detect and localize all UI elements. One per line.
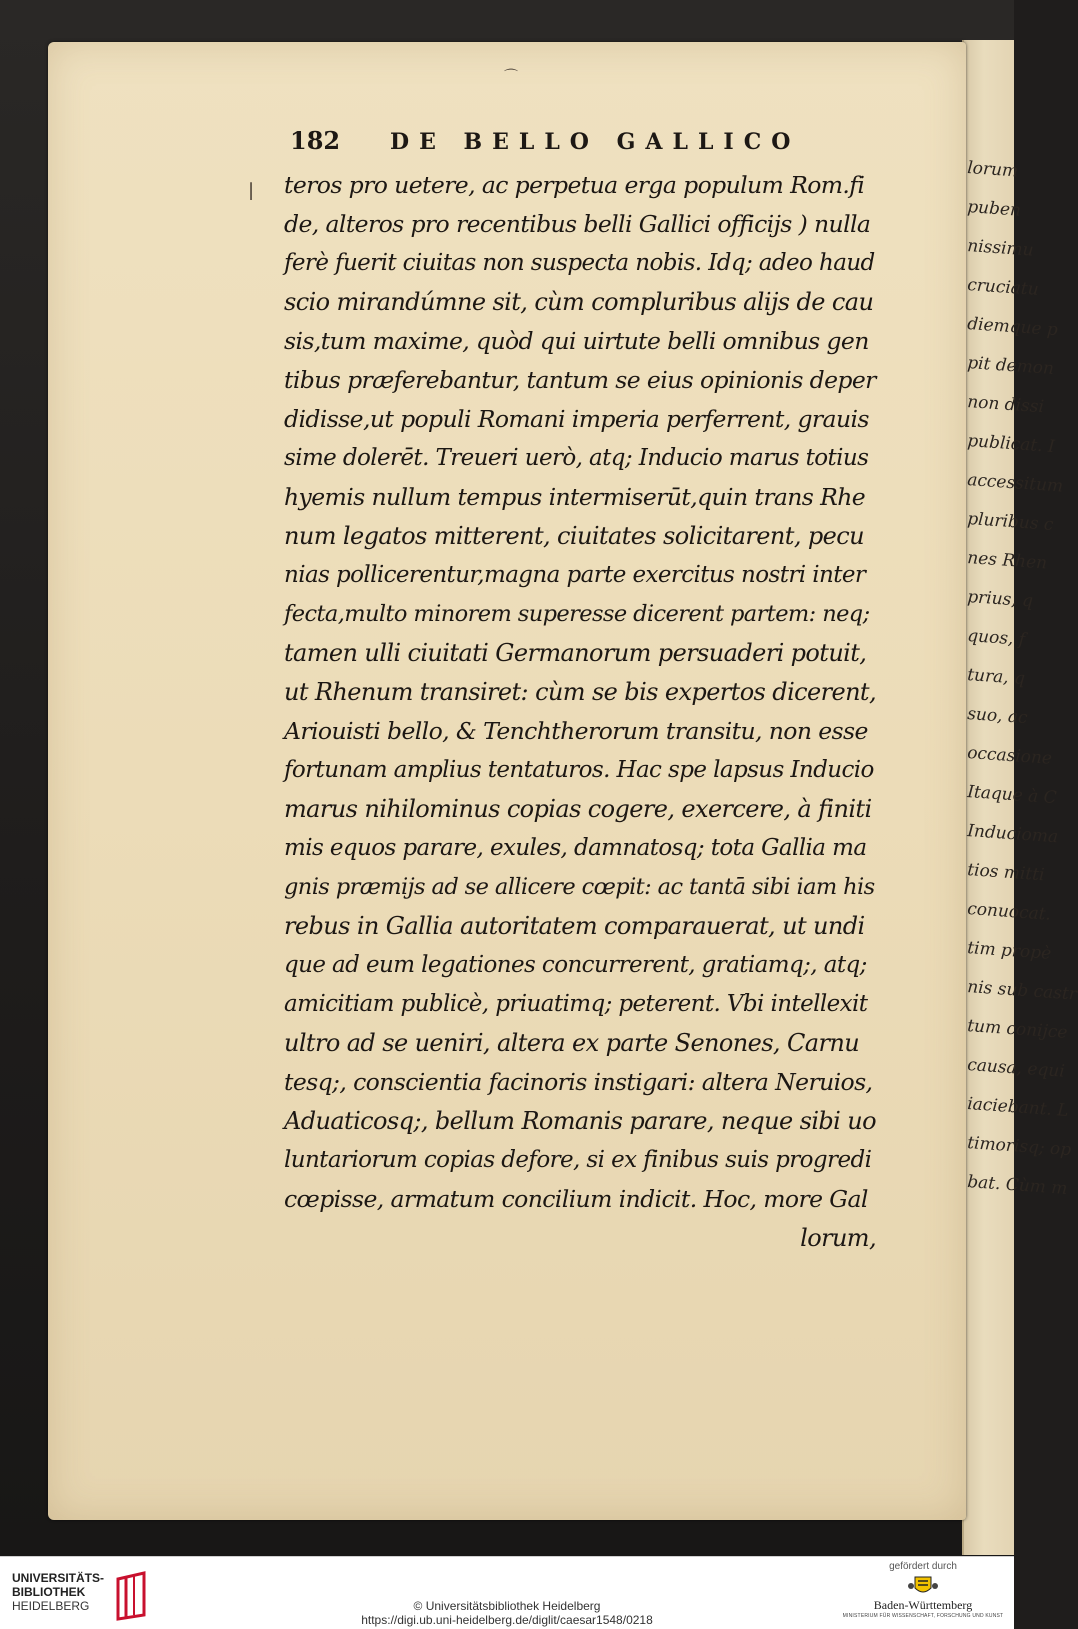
text-line: gnis præmijs ad se allicere cœpit: ac tantā sibi iam his xyxy=(284,874,875,900)
next-page-fragment: tura, q xyxy=(966,665,1026,689)
next-page-fragment: tios mitti xyxy=(966,860,1046,886)
text-line: ultro ad se ueniri, altera ex parte Senones, Carnu xyxy=(284,1029,860,1057)
text-line: Ariouisti bello, & Tenchtherorum transitu, non esse xyxy=(284,717,868,745)
next-page-fragment: tum conijce xyxy=(966,1016,1069,1043)
next-page-fragment: iaciebant. L xyxy=(966,1094,1070,1122)
text-line: sis,tum maxime, quòd qui uirtute belli omnibus gen xyxy=(284,327,869,355)
text-line: tesq;, conscientia facinoris instigari: altera Neruios, xyxy=(284,1068,873,1096)
next-page-fragment: cruciatu xyxy=(966,275,1040,300)
text-line: tibus præferebantur, tantum se eius opinionis deper xyxy=(284,366,876,394)
text-line: num legatos mitterent, ciuitates solicitarent, pecu xyxy=(284,522,864,550)
text-line: luntariorum copias defore, si ex finibus suis progredi xyxy=(284,1147,872,1173)
next-page-fragment: Inducioma xyxy=(966,821,1059,848)
text-line: hyemis nullum tempus intermiserūt,quin trans Rhe xyxy=(284,483,866,511)
state-crest-icon xyxy=(906,1574,940,1598)
next-page-fragment: Itaque à C xyxy=(966,782,1058,809)
next-page-edge xyxy=(962,40,1078,1555)
library-name-line1: UNIVERSITÄTS- xyxy=(12,1571,105,1585)
text-line: nias pollicerentur,magna parte exercitus nostri inter xyxy=(284,562,866,588)
text-line: que ad eum legationes concurrerent, gratiamq;, atq; xyxy=(284,952,867,978)
next-page-fragment: publicat. I xyxy=(966,431,1056,458)
next-page-fragment: nes Rhen xyxy=(966,548,1048,574)
text-line: scio mirandúmne sit, cùm compluribus alijs de cau xyxy=(284,288,874,316)
text-line: rebus in Gallia autoritatem comparauerat, ut undi xyxy=(284,912,865,940)
text-line: teros pro uetere, ac perpetua erga populum Rom.fi xyxy=(284,171,865,199)
library-name-line2: BIBLIOTHEK xyxy=(12,1585,86,1599)
text-line: fortunam amplius tentaturos. Hac spe lapsus Inducio xyxy=(284,757,874,783)
next-page-fragment: nissimu xyxy=(966,236,1035,261)
sponsor-block[interactable] xyxy=(838,1561,1008,1627)
text-line: mis equos parare, exules, damnatosq; tota Gallia ma xyxy=(284,835,867,861)
text-line: amicitiam publicè, priuatimq; peterent. Vbi intellexit xyxy=(284,991,868,1017)
running-head xyxy=(290,126,850,162)
sponsor-name: Baden-Württemberg xyxy=(873,1598,973,1612)
sponsor-ministry: MINISTERIUM FÜR WISSENSCHAFT, FORSCHUNG UND KUNST xyxy=(842,1613,1004,1619)
text-line: cœpisse, armatum concilium indicit. Hoc, more Gal xyxy=(284,1185,868,1213)
text-line: tamen ulli ciuitati Germanorum persuaderi potuit, xyxy=(284,639,867,667)
sponsor-label: gefördert durch xyxy=(889,1561,957,1572)
book-page xyxy=(48,42,966,1520)
text-line: ferè fuerit ciuitas non suspecta nobis. Idq; adeo haud xyxy=(284,250,875,276)
page-mark: ⌒ xyxy=(504,69,518,85)
next-page-fragment: quos, f xyxy=(966,626,1026,650)
text-line: marus nihilominus copias cogere, exercere, à finiti xyxy=(284,795,872,823)
permalink-url[interactable]: https://digi.ub.uni-heidelberg.de/diglit/caesar1548/0218 xyxy=(361,1613,653,1627)
body-text xyxy=(284,166,876,1258)
copyright-text: © Universitätsbibliothek Heidelberg xyxy=(413,1599,601,1613)
next-page-fragment: tim propè xyxy=(966,938,1052,964)
next-page-fragment: timorisq; op xyxy=(966,1133,1072,1161)
next-page-fragment: conuocat. xyxy=(966,899,1052,925)
text-line: ut Rhenum transiret: cùm se bis expertos dicerent, xyxy=(284,678,876,706)
next-page-fragment: lorum xyxy=(966,158,1019,182)
next-page-fragment: occasione xyxy=(966,743,1053,769)
text-line: lorum, xyxy=(800,1224,876,1252)
text-line: didisse,ut populi Romani imperia perferrent, grauis xyxy=(284,405,869,433)
footer-bar xyxy=(0,1556,1014,1629)
next-page-fragment: causa, equi xyxy=(966,1055,1066,1082)
next-page-fragment: suo, ac xyxy=(966,704,1029,729)
next-page-fragment: nis sub castr xyxy=(966,977,1078,1005)
library-name-line3: HEIDELBERG xyxy=(12,1599,90,1613)
next-page-fragment: puben xyxy=(966,197,1022,221)
running-title: DE BELLO GALLICO xyxy=(390,129,801,155)
text-line: sime dolerēt. Treueri uerò, atq; Inducio marus totius xyxy=(284,445,869,471)
page-number: 182 xyxy=(290,126,341,155)
margin-mark: | xyxy=(248,180,255,201)
text-line: Aduaticosq;, bellum Romanis parare, neque sibi uo xyxy=(284,1107,876,1135)
text-line: de, alteros pro recentibus belli Gallici officijs ) nulla xyxy=(284,210,871,238)
next-page-fragment: pit demon xyxy=(966,353,1055,380)
next-page-fragment: prius, q xyxy=(966,587,1034,612)
next-page-fragment: non dissi xyxy=(966,392,1045,418)
next-page-fragment: pluribus c xyxy=(966,509,1055,535)
next-page-fragment: accessitum xyxy=(966,470,1064,497)
text-line: fecta,multo minorem superesse dicerent partem: neq; xyxy=(284,601,870,627)
next-page-fragment: diemque p xyxy=(966,314,1059,341)
next-page-fragment: bat. Cùm m xyxy=(966,1172,1069,1199)
